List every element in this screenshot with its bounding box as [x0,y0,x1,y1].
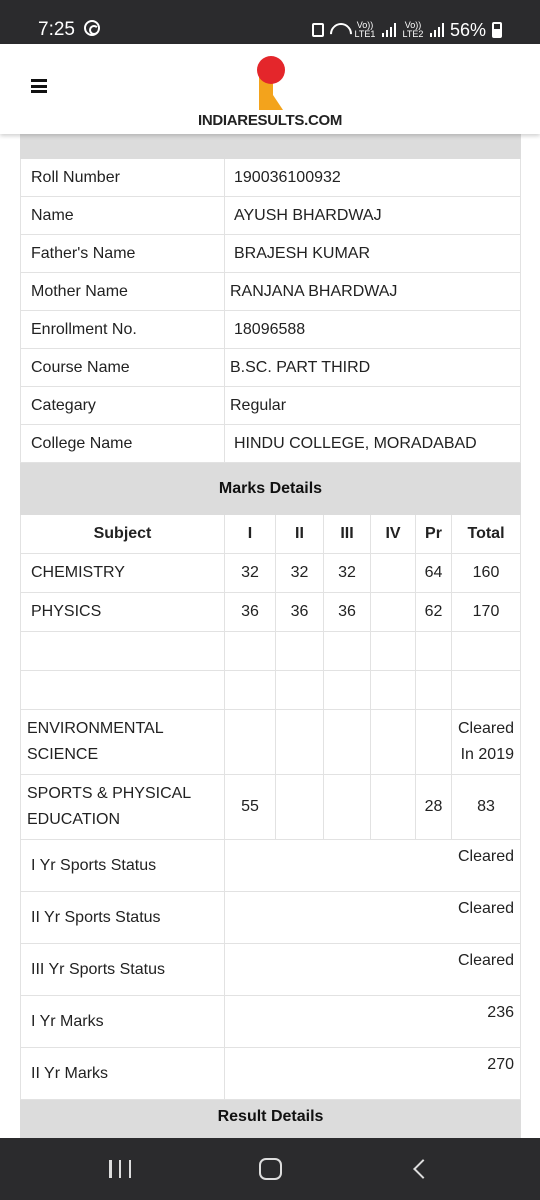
info-label: College Name [20,425,224,462]
marks-cell: 55 [224,775,275,839]
sync-icon [84,20,100,36]
marks-header-row [20,515,521,554]
info-row-enrollment [20,311,521,349]
info-row-college [20,425,521,463]
subject-cell: ENVIRONMENTAL SCIENCE [20,710,224,774]
battery-icon [492,22,502,38]
info-label: Roll Number [20,159,224,196]
total-cell: 83 [451,775,521,839]
status-row [20,892,521,944]
info-value: AYUSH BHARDWAJ [224,197,521,234]
site-logo[interactable] [195,56,345,132]
marks-cell [370,671,415,709]
result-details-heading: Result Details [20,1100,521,1152]
table-row [20,710,521,775]
battery-percent: 56% [449,19,486,40]
marks-cell [370,710,415,774]
info-row-category [20,387,521,425]
hamburger-menu-icon[interactable] [31,79,47,93]
status-value: 270 [224,1048,521,1099]
info-value: Regular [224,387,521,424]
status-row [20,996,521,1048]
home-icon[interactable] [259,1158,282,1180]
status-icons [312,16,502,44]
info-value: BRAJESH KUMAR [224,235,521,272]
subject-cell: CHEMISTRY [20,554,224,592]
marks-cell [415,710,451,774]
column-header: II [275,515,323,553]
marks-cell [275,775,323,839]
marks-cell: 32 [224,554,275,592]
system-nav-bar [0,1138,540,1200]
status-row [20,840,521,892]
marks-cell: 62 [415,593,451,631]
marks-cell: 36 [275,593,323,631]
table-row [20,775,521,840]
column-header: Pr [415,515,451,553]
info-label: Enrollment No. [20,311,224,348]
column-header: IV [370,515,415,553]
site-header [0,44,540,134]
info-value: RANJANA BHARDWAJ [224,273,521,310]
status-row [20,1048,521,1100]
subject-cell [20,671,224,709]
marks-cell [415,632,451,670]
top-band [20,134,521,159]
logo-text: INDIARESULTS.COM [197,112,343,129]
marks-cell: 32 [323,554,370,592]
status-label: I Yr Marks [20,996,224,1047]
marks-details-heading: Marks Details [20,463,521,515]
status-label: II Yr Sports Status [20,892,224,943]
recycle-icon [312,23,324,37]
info-label: Categary [20,387,224,424]
info-label: Father's Name [20,235,224,272]
status-value: Cleared [224,892,521,943]
status-label: III Yr Sports Status [20,944,224,995]
signal-icon [430,23,444,37]
status-value: Cleared [224,840,521,891]
info-label: Mother Name [20,273,224,310]
status-value: 236 [224,996,521,1047]
status-row [20,944,521,996]
marks-cell: 28 [415,775,451,839]
total-cell [451,671,521,709]
status-value: Cleared [224,944,521,995]
marks-cell [323,775,370,839]
info-value: 18096588 [224,311,521,348]
logo-mark-icon [253,56,289,112]
info-value: B.SC. PART THIRD [224,349,521,386]
column-header: I [224,515,275,553]
marks-cell [323,710,370,774]
info-value: 190036100932 [224,159,521,196]
info-row-roll-number [20,159,521,197]
info-label: Course Name [20,349,224,386]
marks-cell: 64 [415,554,451,592]
signal-icon [382,23,396,37]
marks-cell [323,632,370,670]
info-row-father-name [20,235,521,273]
table-row [20,554,521,593]
marks-cell [370,775,415,839]
total-cell [451,632,521,670]
info-row-course [20,349,521,387]
total-cell: 160 [451,554,521,592]
marks-cell [323,671,370,709]
info-label: Name [20,197,224,234]
table-row [20,593,521,632]
subject-cell: PHYSICS [20,593,224,631]
marks-cell [224,671,275,709]
column-header: III [323,515,370,553]
total-cell: Cleared In 2019 [451,710,521,774]
network-1-label: Vo)) LTE1 [354,20,376,39]
column-header: Total [451,515,521,553]
marks-cell [415,671,451,709]
marks-cell: 32 [275,554,323,592]
table-row [20,671,521,710]
back-icon[interactable] [413,1159,433,1179]
subject-cell [20,632,224,670]
marks-cell [224,632,275,670]
subject-cell: SPORTS & PHYSICAL EDUCATION [20,775,224,839]
network-2-label: Vo)) LTE2 [402,20,424,39]
status-label: II Yr Marks [20,1048,224,1099]
recent-apps-icon[interactable] [109,1160,131,1178]
marks-cell [275,632,323,670]
marks-cell [275,710,323,774]
result-table [20,134,521,1152]
marks-cell [370,554,415,592]
info-value: HINDU COLLEGE, MORADABAD [224,425,521,462]
marks-cell [275,671,323,709]
marks-cell [224,710,275,774]
marks-cell: 36 [224,593,275,631]
table-row [20,632,521,671]
wifi-icon [330,23,348,37]
marks-cell: 36 [323,593,370,631]
info-row-name [20,197,521,235]
column-header: Subject [20,515,224,553]
marks-cell [370,593,415,631]
info-row-mother-name [20,273,521,311]
status-bar [0,0,540,44]
total-cell: 170 [451,593,521,631]
marks-cell [370,632,415,670]
status-label: I Yr Sports Status [20,840,224,891]
status-time: 7:25 [38,19,75,40]
